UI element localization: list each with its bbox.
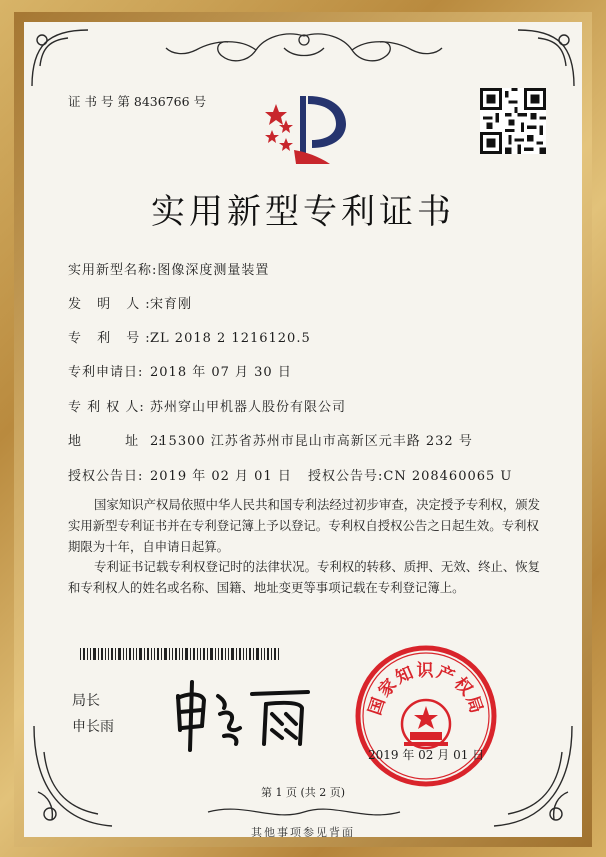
barcode-icon — [80, 648, 280, 660]
owner-row — [68, 396, 346, 415]
name-row — [68, 259, 269, 278]
ornament-icon — [204, 800, 404, 824]
inventor-value: 宋育刚 — [150, 297, 193, 312]
certificate-number — [68, 92, 206, 110]
inventor-label: 发 明 人: — [68, 297, 156, 312]
patent-no-label: 专 利 号: — [68, 331, 156, 346]
patent-no-row — [68, 327, 311, 346]
address-row — [68, 430, 473, 449]
page-indicator: 第 1 页 (共 2 页) — [260, 786, 346, 799]
grant-no-label: 授权公告号: — [308, 469, 384, 484]
name-value: 图像深度测量装置 — [157, 263, 270, 278]
ornament-icon — [28, 722, 118, 832]
inventor-row — [68, 293, 192, 312]
ornament-icon — [28, 26, 98, 96]
owner-label: 专 利 权 人: — [68, 400, 145, 415]
cnipa-logo-icon — [256, 90, 352, 166]
patent-no-value: ZL 2018 2 1216120.5 — [150, 331, 311, 346]
apply-date-label: 专利申请日: — [68, 365, 144, 380]
ornament-icon — [488, 722, 578, 832]
owner-value: 苏州穿山甲机器人股份有限公司 — [150, 400, 347, 415]
grant-no-value: CN 208460065 U — [383, 469, 513, 484]
cert-no-suffix: 号 — [193, 94, 207, 109]
grant-date-value: 2019 年 02 月 01 日 — [150, 469, 292, 484]
qr-code-icon — [480, 88, 546, 154]
seal-date: 2019 年 02 月 01 日 — [368, 748, 485, 762]
grant-no-row — [308, 465, 512, 484]
address-value: 215300 江苏省苏州市昆山市高新区元丰路 232 号 — [150, 434, 473, 449]
grant-date-label: 授权公告日: — [68, 469, 144, 484]
cert-no-value: 8436766 — [133, 94, 190, 109]
certificate-title: 实用新型专利证书 — [151, 192, 455, 232]
seal-icon — [354, 644, 498, 788]
director-title: 局长 — [72, 693, 100, 709]
certificate-paper — [24, 22, 582, 837]
signature-icon — [168, 674, 318, 754]
apply-date-row — [68, 361, 292, 380]
address-label: 地 址: — [68, 434, 183, 449]
apply-date-value: 2018 年 07 月 30 日 — [150, 365, 292, 380]
name-label: 实用新型名称: — [68, 263, 158, 278]
grant-paragraph: 国家知识产权局依照中华人民共和国专利法经过初步审查，决定授予专利权，颁发实用新型专利证书并在专利登记簿上予以登记。专利权自授权公告之日起生效。专利权期限为十年，自申请日起算。 — [68, 497, 541, 554]
bottom-note: 其他事项参见背面 — [251, 826, 355, 837]
seal-text: 国家知识产权局 — [365, 661, 487, 718]
director-name: 申长雨 — [72, 719, 114, 735]
cert-no-label: 证 书 号 第 — [68, 94, 130, 109]
ornament-icon — [144, 28, 464, 74]
legal-status-paragraph: 专利证书记载专利权登记时的法律状况。专利权的转移、质押、无效、终止、恢复和专利权人的姓名或名称、国籍、地址变更等事项记载在专利登记簿上。 — [68, 559, 541, 595]
grant-date-row — [68, 465, 292, 484]
ornament-icon — [508, 26, 578, 96]
